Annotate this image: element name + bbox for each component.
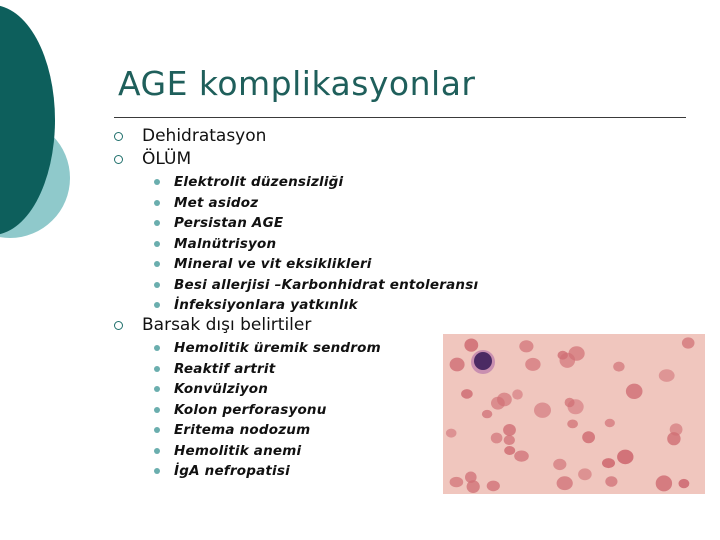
red-blood-cell <box>446 429 457 438</box>
bullet-label: Dehidratasyon <box>142 126 267 146</box>
red-blood-cell <box>497 393 512 407</box>
dot-bullet-icon <box>154 345 160 351</box>
dot-bullet-icon <box>154 448 160 454</box>
subitem: Hemolitik anemi <box>154 441 381 462</box>
red-blood-cell <box>568 399 584 414</box>
subitem: Reaktif artrit <box>154 359 381 380</box>
red-blood-cell <box>519 340 533 352</box>
dot-bullet-icon <box>154 302 160 308</box>
red-blood-cell <box>491 433 503 444</box>
dot-bullet-icon <box>154 427 160 433</box>
red-blood-cell <box>450 477 464 487</box>
bullet-label: ÖLÜM <box>142 149 192 169</box>
red-blood-cell <box>613 362 624 372</box>
bullet-dehidratasyon <box>114 126 266 146</box>
red-blood-cell <box>682 337 695 348</box>
dot-bullet-icon <box>154 282 160 288</box>
red-blood-cell <box>602 458 615 468</box>
red-blood-cell <box>557 476 573 490</box>
dot-bullet-icon <box>154 200 160 206</box>
red-blood-cell <box>578 468 592 480</box>
dot-bullet-icon <box>154 241 160 247</box>
bullet-olum <box>114 149 191 169</box>
bullet-label: Barsak dışı belirtiler <box>142 315 312 335</box>
red-blood-cell <box>450 358 465 372</box>
subitem: Mineral ve vit eksiklikleri <box>154 254 478 275</box>
red-blood-cell <box>503 424 516 436</box>
subitem: İgA nefropatisi <box>154 461 381 482</box>
dot-bullet-icon <box>154 261 160 267</box>
red-blood-cell <box>567 420 578 429</box>
decorative-circles <box>0 0 110 300</box>
dot-bullet-icon <box>154 366 160 372</box>
red-blood-cell <box>626 384 643 399</box>
barsak-subitems <box>154 338 381 482</box>
red-blood-cell <box>605 476 617 487</box>
slide-title: AGE komplikasyonlar <box>118 64 476 103</box>
red-blood-cell <box>504 435 515 445</box>
circle-bullet-icon <box>114 155 123 164</box>
red-blood-cell <box>525 358 540 371</box>
subitem: İnfeksiyonlara yatkınlık <box>154 295 478 316</box>
subitem: Met asidoz <box>154 193 478 214</box>
red-blood-cell <box>553 459 566 470</box>
subitem: Malnütrisyon <box>154 234 478 255</box>
title-divider <box>114 117 686 118</box>
red-blood-cell <box>670 423 683 435</box>
olum-subitems <box>154 172 478 316</box>
red-blood-cell <box>482 410 492 418</box>
red-blood-cell <box>467 480 480 493</box>
red-blood-cell <box>512 389 523 399</box>
red-blood-cell <box>464 339 478 352</box>
subitem: Hemolitik üremik sendrom <box>154 338 381 359</box>
red-blood-cell <box>461 389 473 399</box>
subitem: Konvülziyon <box>154 379 381 400</box>
red-blood-cell <box>560 353 576 368</box>
dot-bullet-icon <box>154 407 160 413</box>
dot-bullet-icon <box>154 386 160 392</box>
red-blood-cell <box>514 451 529 462</box>
subitem: Besi allerjisi –Karbonhidrat entoleransı <box>154 275 478 296</box>
circle-bullet-icon <box>114 321 123 330</box>
subitem: Elektrolit düzensizliği <box>154 172 478 193</box>
red-blood-cell <box>679 479 690 488</box>
subitem: Kolon perforasyonu <box>154 400 381 421</box>
red-blood-cell <box>582 431 595 443</box>
red-blood-cell <box>659 369 675 382</box>
red-blood-cell <box>605 419 615 427</box>
dot-bullet-icon <box>154 468 160 474</box>
red-blood-cell <box>534 403 551 418</box>
red-blood-cell <box>656 475 672 491</box>
blood-smear-image <box>443 334 705 494</box>
dot-bullet-icon <box>154 220 160 226</box>
wbc-nucleus <box>474 352 492 370</box>
red-blood-cell <box>487 481 500 492</box>
dot-bullet-icon <box>154 179 160 185</box>
subitem: Eritema nodozum <box>154 420 381 441</box>
bullet-barsak-disi <box>114 315 311 335</box>
red-blood-cell <box>617 450 633 465</box>
red-blood-cell <box>504 446 515 455</box>
circle-bullet-icon <box>114 132 123 141</box>
subitem: Persistan AGE <box>154 213 478 234</box>
